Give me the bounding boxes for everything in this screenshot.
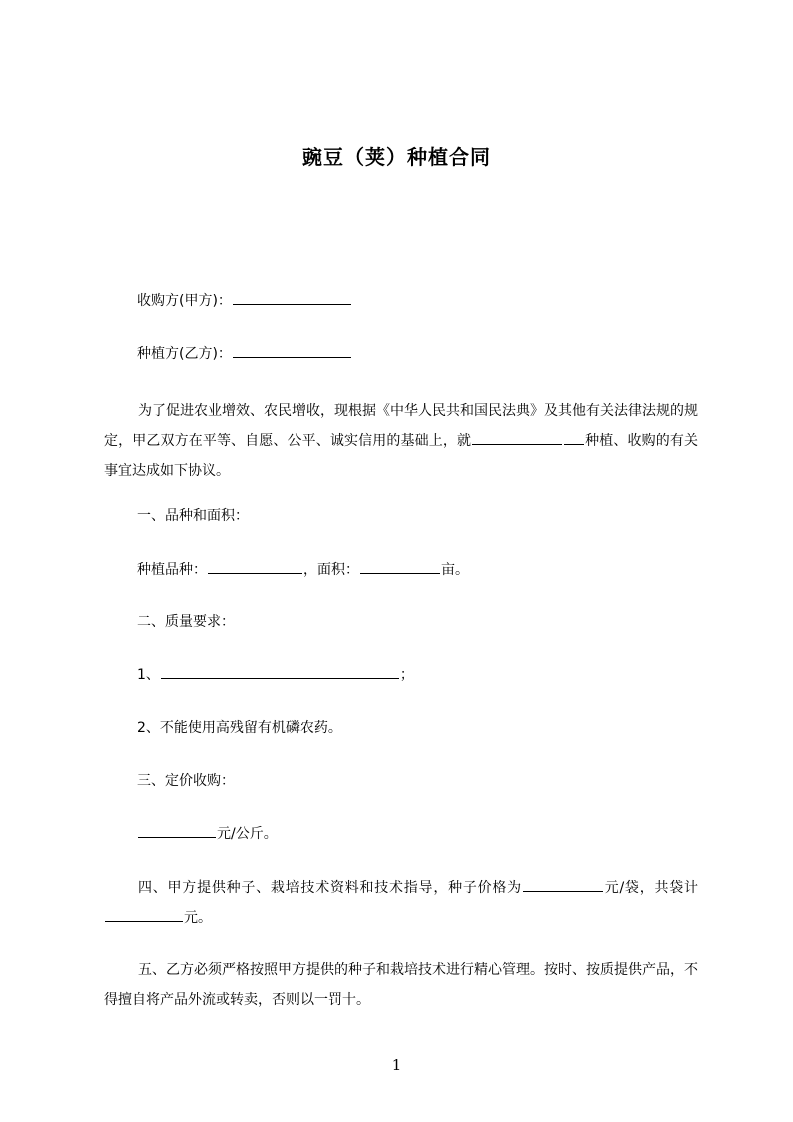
document-title: 豌豆（荚）种植合同 xyxy=(302,145,491,169)
variety-label: 种植品种： xyxy=(137,562,207,578)
variety-line xyxy=(137,559,469,581)
page-number: 1 xyxy=(391,1056,402,1074)
quality-item1-suffix: ； xyxy=(399,667,414,683)
quality-item1-prefix: 1、 xyxy=(137,667,160,683)
quality-item1-blank xyxy=(161,664,399,679)
quality-item1 xyxy=(137,664,414,686)
section4-part2: 元/袋， xyxy=(603,880,655,896)
intro-blank-a xyxy=(472,430,562,445)
area-unit: 亩。 xyxy=(441,562,469,578)
section1-heading: 一、品种和面积： xyxy=(137,508,249,524)
price-line xyxy=(137,823,278,845)
grower-label: 种植方(乙方)： xyxy=(137,346,232,362)
buyer-line xyxy=(137,290,352,312)
section3-heading: 三、定价收购： xyxy=(137,773,235,789)
intro-blank-b xyxy=(564,430,584,445)
section4-paragraph xyxy=(104,873,698,933)
section4-part1: 四、甲方提供种子、栽培技术资料和技术指导，种子价格为 xyxy=(138,880,522,896)
grower-blank xyxy=(233,343,351,358)
grower-line xyxy=(137,343,352,365)
seed-total-blank xyxy=(105,907,183,922)
area-label: ，面积： xyxy=(303,562,359,578)
buyer-label: 收购方(甲方)： xyxy=(137,293,232,309)
quality-item2: 2、不能使用高残留有机磷农药。 xyxy=(137,720,342,736)
seed-price-blank xyxy=(523,877,603,892)
price-unit: 元/公斤。 xyxy=(217,826,278,842)
intro-paragraph-part1: 为了促进农业增效、农民增收，现根据《中华人民共和国民法典》及其他有关法律法规的规定，甲乙双方在平等、自愿、公平、诚实信用的基础上，就 xyxy=(104,403,698,449)
price-blank xyxy=(138,823,216,838)
section2-heading: 二、质量要求： xyxy=(137,614,235,630)
section4-part3: 共袋计 xyxy=(654,880,699,896)
section5-paragraph: 五、乙方必须严格按照甲方提供的种子和栽培技术进行精心管理。按时、按质提供产品，不得擅自将产品外流或转卖，否则以一罚十。 xyxy=(104,962,698,1008)
intro-paragraph-part2: 种植、收购的有关事宜达成如下协议。 xyxy=(104,433,699,479)
area-blank xyxy=(360,559,440,574)
buyer-blank xyxy=(233,290,351,305)
intro-paragraph xyxy=(104,396,698,486)
variety-blank xyxy=(208,559,302,574)
section4-part4: 元。 xyxy=(184,910,212,926)
